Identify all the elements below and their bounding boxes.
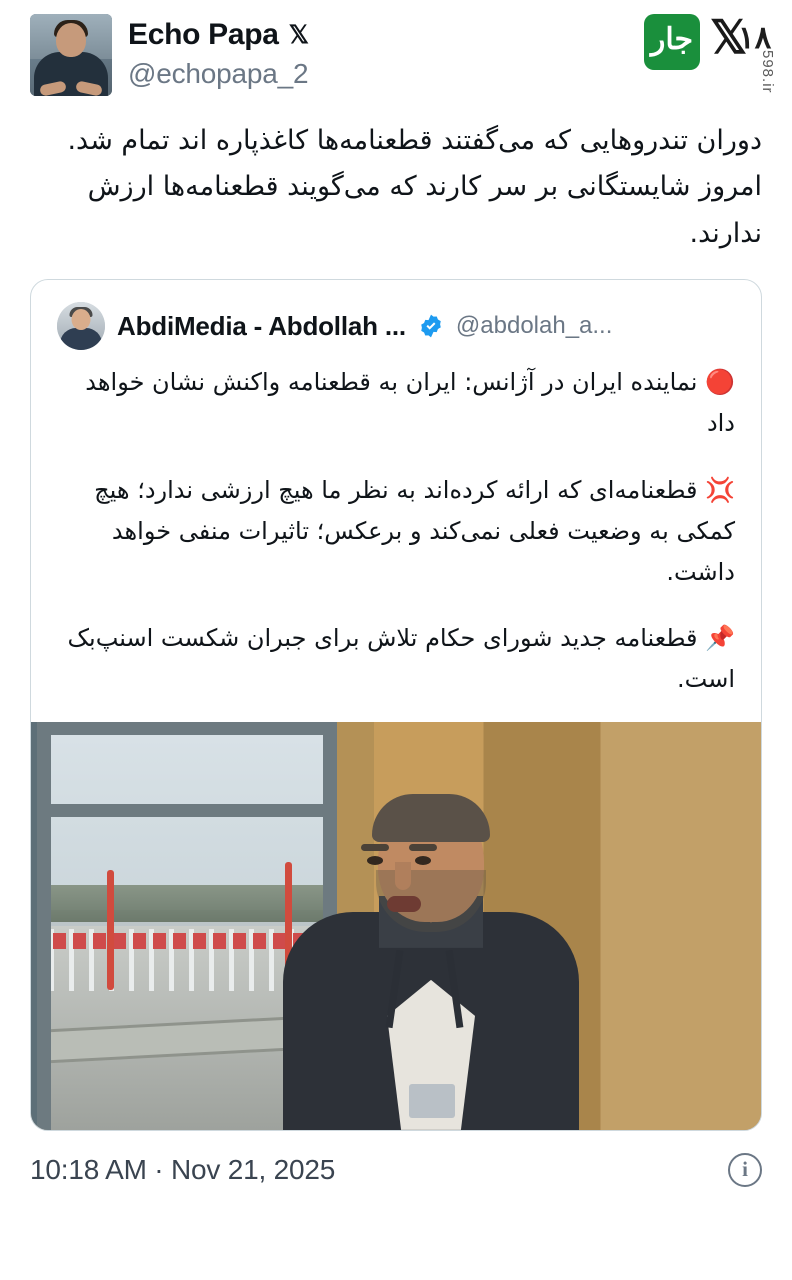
tweet-timestamp: 10:18 AM · Nov 21, 2025 bbox=[30, 1153, 336, 1185]
person-eyebrow-left bbox=[361, 844, 389, 851]
avatar[interactable] bbox=[30, 14, 112, 96]
person-hair bbox=[372, 794, 490, 842]
quoted-paragraph-2: 💢 قطعنامه‌ای که ارائه کرده‌اند به نظر ما هیچ ارزشی ندارد؛ هیچ کمکی به وضعیت فعلی نمی‌کند و برعکس؛ تاثیرات منفی خواهد داشت. bbox=[94, 475, 735, 586]
person-badge bbox=[409, 1084, 455, 1118]
tweet-footer bbox=[0, 1131, 792, 1187]
quoted-avatar-body bbox=[60, 328, 102, 350]
watermark-fa-number: ۱۸ bbox=[738, 20, 772, 55]
author-handle[interactable]: @echopapa_2 bbox=[128, 58, 309, 89]
x-watermark-icon: 𝕏 bbox=[710, 11, 748, 63]
media-window-frame-top bbox=[37, 722, 337, 735]
media-window-frame-left bbox=[37, 722, 51, 1130]
tweet-body-text: دوران تندروهایی که می‌گفتند قطعنامه‌ها کاغذپاره اند تمام شد. امروز شایستگانی بر سر کارند که می‌گویند قطعنامه‌ها ارزش ندارند. bbox=[67, 125, 762, 249]
quoted-tweet-text bbox=[31, 358, 761, 700]
person-mouth bbox=[387, 896, 421, 912]
jar-logo-icon: جار bbox=[644, 14, 700, 70]
author-display-name[interactable]: Echo Papa bbox=[128, 18, 279, 51]
verified-badge-icon bbox=[418, 313, 444, 339]
info-icon[interactable]: i bbox=[728, 1153, 762, 1187]
author-name-block bbox=[128, 14, 309, 90]
quoted-avatar[interactable] bbox=[57, 302, 105, 350]
quoted-media-thumbnail[interactable] bbox=[31, 722, 761, 1130]
x-logo-icon: 𝕏 bbox=[288, 20, 309, 49]
quoted-tweet-card[interactable] bbox=[30, 279, 762, 1131]
avatar-head bbox=[56, 23, 86, 57]
display-name-line bbox=[128, 18, 309, 52]
quoted-handle[interactable]: @abdolah_a... bbox=[455, 312, 613, 340]
quoted-avatar-head bbox=[72, 309, 91, 330]
watermark-x-block bbox=[710, 11, 776, 94]
person-nose bbox=[395, 862, 411, 890]
quoted-paragraph-3: 📌 قطعنامه جدید شورای حکام تلاش برای جبران شکست اسنپ‌بک است. bbox=[67, 624, 735, 694]
media-red-pole-1 bbox=[107, 870, 114, 990]
quoted-author-row bbox=[31, 280, 761, 358]
person-eye-left bbox=[367, 856, 383, 865]
author-row bbox=[0, 0, 792, 96]
watermark-site-url: 598.ir bbox=[759, 50, 776, 94]
person-eye-right bbox=[415, 856, 431, 865]
quoted-display-name[interactable]: AbdiMedia - Abdollah ... bbox=[117, 310, 406, 341]
media-person bbox=[283, 800, 579, 1130]
watermark-group bbox=[644, 11, 776, 94]
person-eyebrow-right bbox=[409, 844, 437, 851]
quoted-paragraph-1: 🔴 نماینده ایران در آژانس: ایران به قطعنامه واکنش نشان خواهد داد bbox=[85, 368, 735, 438]
